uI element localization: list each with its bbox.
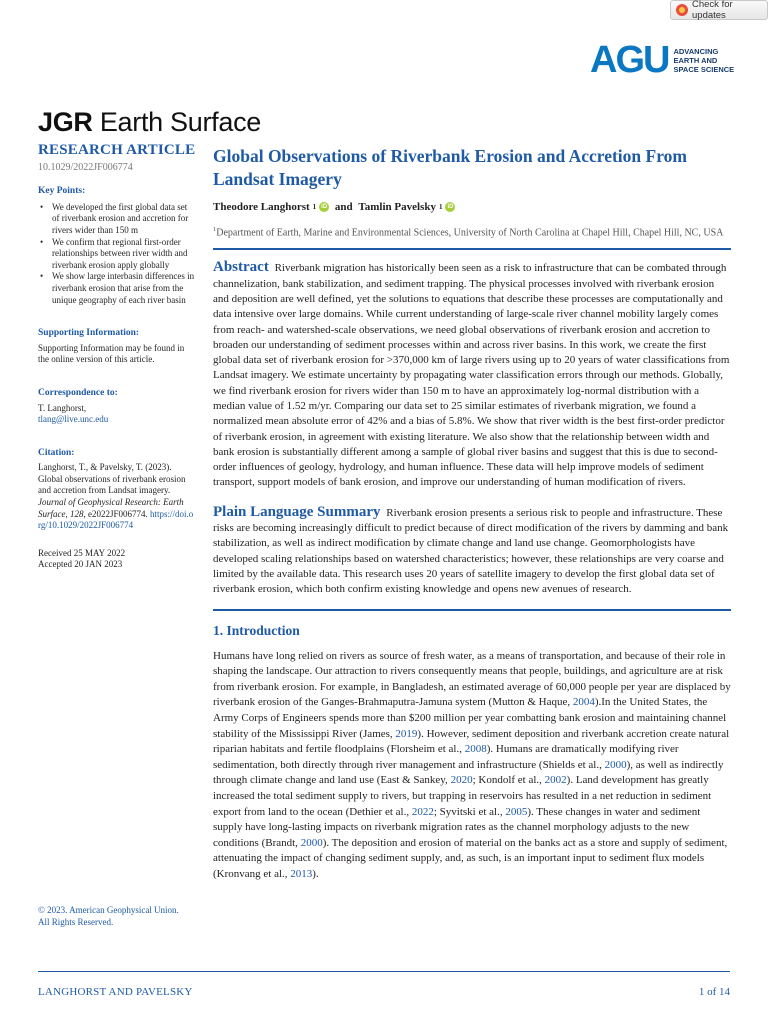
key-points-heading: Key Points:	[38, 186, 86, 197]
citation-year-link[interactable]: 2008	[464, 743, 487, 756]
copyright	[38, 905, 208, 928]
intro-text-segment: ). However, sediment deposition and riverbank accretion create natural riparian habitats and fertile floodplains (Florsheim et al.,	[213, 727, 730, 756]
introduction-heading: 1. Introduction	[213, 622, 300, 638]
correspondence-heading: Correspondence to:	[38, 387, 118, 398]
agu-tagline-line2: EARTH AND	[673, 55, 718, 65]
paper-title: Global Observations of Riverbank Erosion and Accretion From Landsat Imagery	[213, 146, 687, 189]
intro-text-segment: ; Syvitski et al.,	[433, 805, 506, 818]
copyright-line1: © 2023. American Geophysical Union.	[38, 905, 179, 915]
main-column	[213, 145, 731, 882]
citation-year-link[interactable]: 2013	[290, 867, 313, 880]
affiliation	[213, 223, 731, 239]
intro-text-segment: ). Land development has greatly increased the total sediment supply to rivers, but trapping in reservoirs has resulted in a net reduction in sediment export from land to the ocean (Dethier et al.,	[213, 774, 712, 818]
journal-title-rest: Earth Surface	[92, 107, 262, 137]
citation-year-link[interactable]: 2020	[450, 774, 473, 787]
intro-text-segment: ; Kondolf et al.,	[472, 774, 545, 787]
citation-doi-link[interactable]: https://doi.org/10.1029/2022JF006774	[38, 508, 194, 531]
copyright-line2: All Rights Reserved.	[38, 916, 114, 927]
citation-journal: Journal of Geophysical Research: Earth Surface, 128	[38, 497, 184, 519]
citation-year-link[interactable]: 2000	[300, 836, 323, 849]
key-point: • We developed the first global data set of riverbank erosion and accretion for rivers wider than 150 m	[38, 202, 196, 237]
check-updates-label: Check for updates	[692, 0, 733, 21]
journal-title-abbrev: JGR	[38, 107, 93, 137]
intro-text-segment: ). The deposition and erosion of material on the banks act as a store and supply of sediment, attenuating the impact of changing sediment supply, and, as such, is an important input to sediment flux models (Kronvang et al.,	[213, 836, 728, 880]
author-name: Theodore Langhorst	[213, 201, 310, 213]
affiliation-text: Department of Earth, Marine and Environmental Sciences, University of North Carolina at Chapel Hill, Chapel Hill, NC, USA	[216, 227, 724, 239]
key-point: • We show large interbasin differences in riverbank erosion that arise from the unique geography of each river basin	[38, 271, 196, 306]
correspondence-email-link[interactable]: tlang@live.unc.edu	[38, 414, 109, 425]
citation-heading: Citation:	[38, 447, 75, 458]
intro-text-segment: ).In the United States, the Army Corps of Engineers spends more than $200 million per year combatting bank erosion and maintaining channel stability of the Mississippi River (James,	[213, 696, 727, 740]
correspondence-name: T. Langhorst,	[38, 402, 87, 413]
footer-divider	[38, 971, 730, 972]
check-for-updates-button[interactable]	[670, 0, 768, 20]
section-divider	[213, 609, 731, 611]
introduction-paragraph	[213, 649, 731, 883]
section-divider	[213, 248, 731, 250]
intro-text-segment: Humans have long relied on rivers as source of fresh water, as a means of transportation, and because of their role in shaping the landscape. Our attraction to rivers consequently means that people, buildings, and agriculture are at risk from riverbank erosion. For example, in Bangladesh, an estimated average of 60,000 people per year are displaced by riverbank erosion of the Ganges-Brahmaputra-Jamuna system (Mutton & Haque,	[213, 649, 731, 709]
abstract-text: Riverbank migration has historically been seen as a risk to infrastructure that can be combated through channelization, bank stabilization, and sediment trapping. The physical processes involved with riverbank erosion and deposition are well defined, yet the solutions to equations that describe these processes are computationally and data intensive over large domains. While current understanding of large-scale river channel mobility largely comes from reach- and watershed-scale observations, we need global observations of riverbank erosion and accretion to broaden our understanding of sediment processes within and across river basins. In this work, we create the first global data set of riverbank erosion for >370,000 km of large rivers using up to 20 years of water classifications from Landsat imagery. We estimate uncertainty by propagating water classification errors through our methods. Globally, we find riverbank erosion for rivers wider than 150 m to have an approximately log-normal distribution with a median value of 1.52 m/yr. Comparing our data set to 25 similar estimates of riverbank migration, we found a normalized mean absolute error of 42% and a bias of 5.8%. We show that river width is the best first-order predictor of riverbank erosion, in agreement with existing literature. We also show that the relationship between width and bank erosion is substantially different among a sample of global river basins and suggest that this is due to second-order influences of geology, hydrology, and human influence. These data will help improve models of sediment transport, support models of bank erosion, and improve our understanding of human modification of rivers.	[213, 262, 730, 489]
citation-year-link[interactable]: 2005	[505, 805, 528, 818]
citation-year-link[interactable]: 2000	[604, 758, 627, 771]
orcid-icon[interactable]: iD	[447, 204, 454, 210]
author-name: Tamlin Pavelsky	[358, 201, 436, 213]
key-points-list	[38, 202, 196, 306]
agu-logo-tagline	[673, 47, 743, 74]
citation-id: , e2022JF006774.	[83, 508, 151, 519]
author-join: and	[332, 201, 356, 213]
citation-year-link[interactable]: 2004	[572, 696, 595, 709]
journal-title	[38, 107, 261, 138]
received-date: Received 25 MAY 2022	[38, 547, 126, 558]
author-affiliation-mark: 1	[312, 203, 317, 211]
orcid-icon[interactable]: iD	[321, 204, 328, 210]
page-number: 1 of 14	[698, 986, 730, 998]
affiliation-mark: 1	[213, 226, 217, 233]
article-type: RESEARCH ARTICLE	[38, 142, 196, 158]
footer-authors: LANGHORST AND PAVELSKY	[38, 986, 193, 998]
sidebar	[38, 142, 196, 571]
citation-text	[38, 462, 196, 532]
supporting-info-heading: Supporting Information:	[38, 328, 140, 339]
doi: 10.1029/2022JF006774	[38, 161, 133, 173]
intro-text-segment: ), as well as indirectly through climate change and land use (East & Sankey,	[213, 758, 724, 787]
agu-logo-mark: AGU	[590, 39, 669, 81]
intro-text-segment: ). These changes in water and sediment supply have long-lasting impacts on riverbank migration rates as the channel morphology adjusts to the new conditions (Brandt,	[213, 805, 701, 849]
pls-heading: Plain Language Summary	[213, 503, 381, 520]
accepted-date: Accepted 20 JAN 2023	[38, 559, 123, 570]
author-list	[213, 201, 731, 213]
crossmark-icon	[676, 4, 688, 16]
author-affiliation-mark: 1	[438, 203, 443, 211]
abstract-heading: Abstract	[213, 259, 269, 276]
abstract	[213, 260, 731, 490]
agu-logo	[590, 39, 743, 81]
citation-plain: Langhorst, T., & Pavelsky, T. (2023). Global observations of riverbank erosion and accretion from Landsat imagery.	[38, 462, 186, 496]
citation-year-link[interactable]: 2002	[544, 774, 567, 787]
plain-language-summary	[213, 505, 731, 598]
intro-text-segment: ). Humans are dramatically modifying river sedimentation, both directly through river management and infrastructure (Shields et al.,	[213, 743, 679, 771]
supporting-info-text: Supporting Information may be found in the online version of this article.	[38, 342, 185, 365]
key-point: • We confirm that regional first-order relationships between river width and riverbank erosion apply globally	[38, 237, 196, 272]
intro-text-segment: ).	[312, 867, 319, 880]
citation-year-link[interactable]: 2022	[411, 805, 434, 818]
agu-tagline-line3: SPACE SCIENCE	[673, 64, 735, 74]
agu-tagline-line1: ADVANCING	[673, 46, 719, 56]
citation-year-link[interactable]: 2019	[395, 727, 418, 740]
pls-text: Riverbank erosion presents a serious risk to people and infrastructure. These risks are becoming increasingly difficult to predict because of direct modification of the rivers by damming and bank stabilization, as well as indirect modification by climate change and land use change. Geomorphologists have developed scaling relationships based on watershed characteristics; however, these relationships are very coarse and limited by the available data. This research uses 20 years of satellite imagery to develop the first global data set of riverbank erosion, which both confirm existing knowledge and opens new avenues of research.	[213, 506, 729, 596]
